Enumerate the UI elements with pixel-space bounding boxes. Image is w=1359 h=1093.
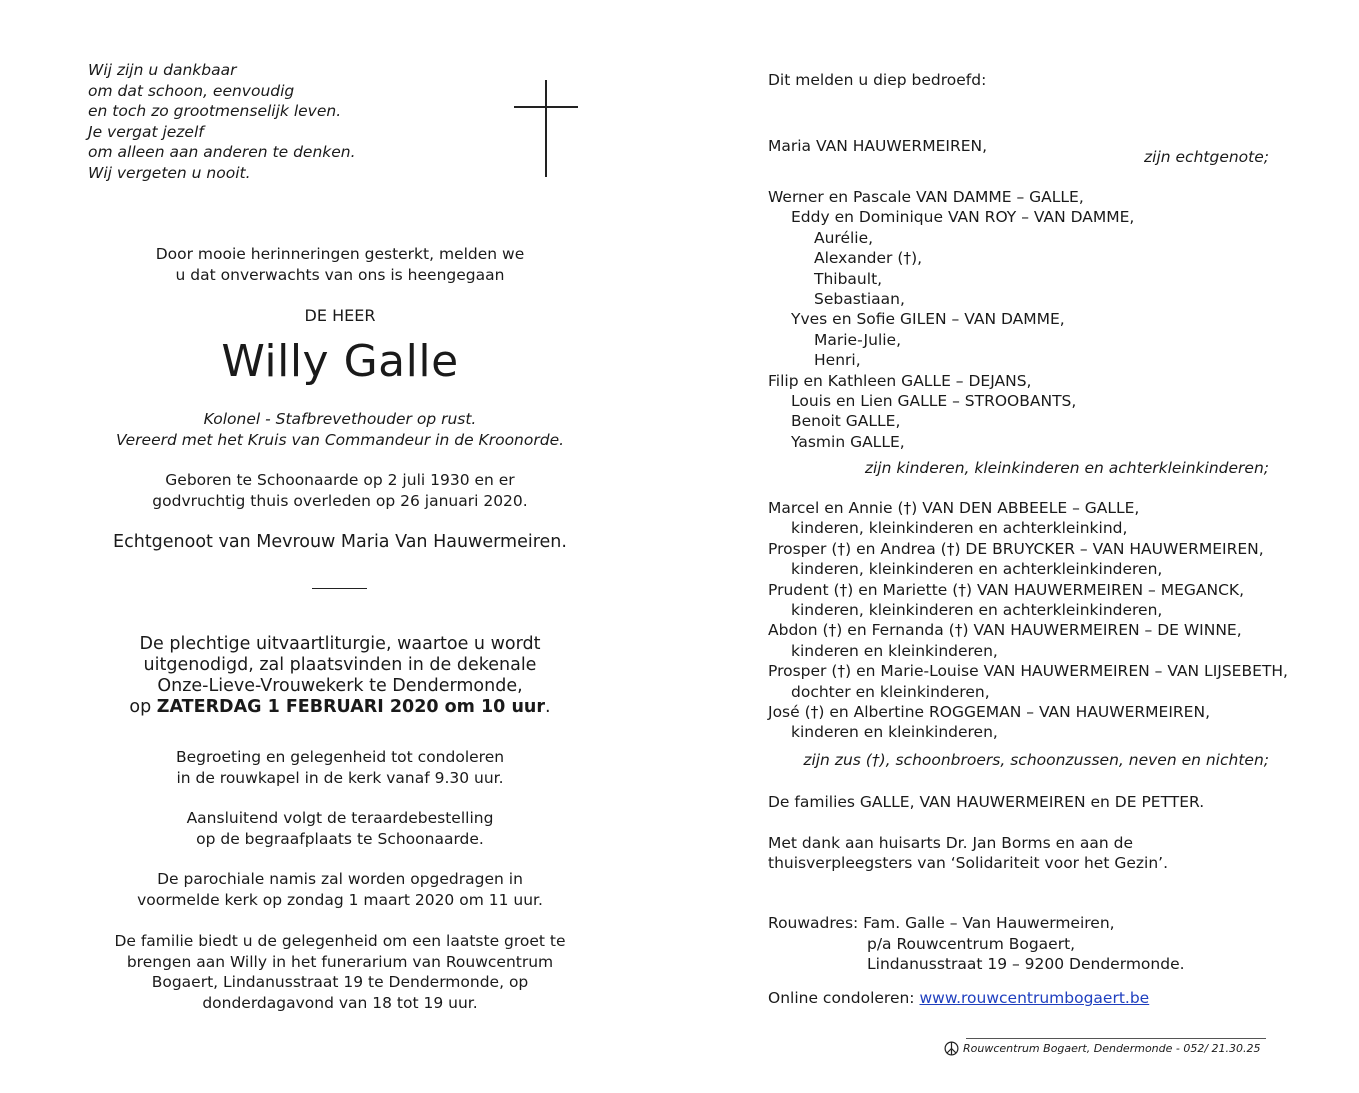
intro-text bbox=[80, 244, 600, 285]
family-member-line: dochter en kleinkinderen, bbox=[791, 682, 990, 701]
visit-line: donderdagavond van 18 tot 19 uur. bbox=[202, 993, 478, 1012]
family-member-line: Yves en Sofie GILEN – VAN DAMME, bbox=[791, 310, 1065, 329]
spouse-text: Echtgenoot van Mevrouw Maria Van Hauwermeiren. bbox=[113, 532, 567, 552]
date-suffix: . bbox=[545, 697, 551, 717]
liturgy-date-line bbox=[80, 697, 600, 718]
thanks-line: thuisverpleegsters van ‘Solidariteit voor het Gezin’. bbox=[768, 854, 1169, 872]
family-member-line: Louis en Lien GALLE – STROOBANTS, bbox=[791, 392, 1077, 411]
family-member-line: kinderen, kleinkinderen en achterkleinkinderen, bbox=[791, 560, 1163, 579]
birth-death-text bbox=[80, 470, 600, 511]
poem-line: en toch zo grootmenselijk leven. bbox=[88, 102, 342, 121]
rank-line: Vereerd met het Kruis van Commandeur in de Kroonorde. bbox=[115, 430, 565, 449]
visit-line: De familie biedt u de gelegenheid om een laatste groet te bbox=[114, 932, 566, 950]
wife-relation: zijn echtgenote; bbox=[1144, 148, 1269, 166]
footer-text: Rouwcentrum Bogaert, Dendermonde - 052/ 21.30.25 bbox=[963, 1042, 1261, 1055]
announce-text: Dit melden u diep bedroefd: bbox=[768, 71, 987, 89]
family-member-line: Alexander (†), bbox=[814, 249, 923, 268]
liturgy-text bbox=[80, 634, 600, 718]
online-condolence bbox=[768, 989, 1149, 1007]
family-member-line: Prosper (†) en Marie-Louise VAN HAUWERMEIREN – VAN LIJSEBETH, bbox=[768, 662, 1288, 681]
deceased-name: Willy Galle bbox=[221, 336, 459, 387]
rank-line: Kolonel - Stafbrevethouder op rust. bbox=[203, 410, 477, 428]
family-member-line: Sebastiaan, bbox=[814, 290, 905, 309]
visit-line: brengen aan Willy in het funerarium van Rouwcentrum bbox=[126, 952, 554, 971]
family-member-line: Henri, bbox=[814, 351, 861, 370]
family-member-line: Prudent (†) en Mariette (†) VAN HAUWERMEIREN – MEGANCK, bbox=[768, 580, 1245, 599]
footer-line bbox=[966, 1038, 1266, 1039]
address-line: p/a Rouwcentrum Bogaert, bbox=[867, 934, 1076, 953]
liturgy-line: De plechtige uitvaartliturgie, waartoe u wordt bbox=[139, 634, 541, 654]
born-line: Geboren te Schoonaarde op 2 juli 1930 en er bbox=[165, 471, 515, 489]
family-member-line: Prosper (†) en Andrea (†) DE BRUYCKER – VAN HAUWERMEIREN, bbox=[768, 539, 1264, 558]
liturgy-line: Onze-Lieve-Vrouwekerk te Dendermonde, bbox=[157, 676, 523, 696]
online-label: Online condoleren: bbox=[768, 989, 920, 1007]
deceased-title: DE HEER bbox=[304, 306, 376, 325]
family-member-line: Thibault, bbox=[814, 269, 883, 288]
deceased-rank bbox=[80, 409, 600, 450]
burial-line: op de begraafplaats te Schoonaarde. bbox=[196, 829, 484, 848]
cross-icon-bar bbox=[514, 106, 578, 108]
address-line: Rouwadres: Fam. Galle – Van Hauwermeiren, bbox=[768, 914, 1115, 932]
date-prefix: op bbox=[129, 697, 157, 717]
family-member-line: Werner en Pascale VAN DAMME – GALLE, bbox=[768, 188, 1084, 206]
poem-line: Je vergat jezelf bbox=[88, 122, 204, 141]
family-member-line: Yasmin GALLE, bbox=[791, 432, 905, 451]
born-line: godvruchtig thuis overleden op 26 januari 2020. bbox=[152, 491, 528, 510]
address-line: Lindanusstraat 19 – 9200 Dendermonde. bbox=[867, 955, 1185, 974]
family-member-line: José (†) en Albertine ROGGEMAN – VAN HAUWERMEIREN, bbox=[768, 703, 1210, 722]
liturgy-date: ZATERDAG 1 FEBRUARI 2020 om 10 uur bbox=[156, 697, 545, 717]
family-member-line: Filip en Kathleen GALLE – DEJANS, bbox=[768, 371, 1032, 390]
visit-line: Bogaert, Lindanusstraat 19 te Dendermonde, op bbox=[151, 973, 529, 992]
family-member-line: Aurélie, bbox=[814, 228, 874, 247]
poem-line: om alleen aan anderen te denken. bbox=[88, 143, 356, 162]
greeting-text bbox=[80, 747, 600, 788]
family-member-line: Benoit GALLE, bbox=[791, 412, 901, 431]
mourning-address bbox=[768, 913, 1185, 975]
family-member-line: Abdon (†) en Fernanda (†) VAN HAUWERMEIREN – DE WINNE, bbox=[768, 621, 1242, 640]
greet-line: Begroeting en gelegenheid tot condoleren bbox=[175, 748, 505, 766]
burial-text bbox=[80, 808, 600, 849]
right-page bbox=[768, 0, 1288, 1093]
siblings-list bbox=[768, 498, 1288, 743]
wife-name: Maria VAN HAUWERMEIREN, bbox=[768, 137, 988, 155]
peace-icon bbox=[944, 1041, 959, 1056]
mass-text bbox=[80, 869, 600, 910]
separator-line bbox=[312, 588, 367, 589]
mass-line: De parochiale namis zal worden opgedragen in bbox=[157, 870, 523, 888]
liturgy-line: uitgenodigd, zal plaatsvinden in de dekenale bbox=[143, 655, 537, 675]
burial-line: Aansluitend volgt de teraardebestelling bbox=[186, 809, 494, 827]
family-member-line: kinderen en kleinkinderen, bbox=[791, 723, 998, 742]
poem-line: Wij zijn u dankbaar bbox=[88, 61, 237, 79]
children-list bbox=[768, 187, 1134, 452]
family-member-line: kinderen, kleinkinderen en achterkleinkinderen, bbox=[791, 601, 1163, 620]
family-member-line: Marcel en Annie (†) VAN DEN ABBEELE – GALLE, bbox=[768, 499, 1140, 517]
siblings-relation: zijn zus (†), schoonbroers, schoonzussen, neven en nichten; bbox=[803, 751, 1269, 769]
poem-line: Wij vergeten u nooit. bbox=[88, 163, 251, 182]
families-text: De families GALLE, VAN HAUWERMEIREN en DE PETTER. bbox=[768, 793, 1205, 811]
intro-line: u dat onverwachts van ons is heengegaan bbox=[175, 265, 505, 284]
footer bbox=[944, 1041, 1261, 1056]
intro-line: Door mooie herinneringen gesterkt, melden we bbox=[155, 245, 525, 263]
thanks-line: Met dank aan huisarts Dr. Jan Borms en aan de bbox=[768, 834, 1133, 852]
family-member-line: kinderen, kleinkinderen en achterkleinkind, bbox=[791, 519, 1128, 538]
mass-line: voormelde kerk op zondag 1 maart 2020 om 11 uur. bbox=[137, 890, 543, 909]
condolence-link[interactable]: www.rouwcentrumbogaert.be bbox=[919, 989, 1150, 1007]
children-relation: zijn kinderen, kleinkinderen en achterkleinkinderen; bbox=[864, 459, 1269, 477]
poem bbox=[88, 60, 356, 184]
visit-text bbox=[80, 931, 600, 1013]
poem-line: om dat schoon, eenvoudig bbox=[88, 81, 295, 100]
family-member-line: Eddy en Dominique VAN ROY – VAN DAMME, bbox=[791, 208, 1135, 227]
family-member-line: kinderen en kleinkinderen, bbox=[791, 641, 998, 660]
family-member-line: Marie-Julie, bbox=[814, 330, 902, 349]
greet-line: in de rouwkapel in de kerk vanaf 9.30 uur. bbox=[176, 768, 504, 787]
cross-icon bbox=[545, 80, 547, 177]
